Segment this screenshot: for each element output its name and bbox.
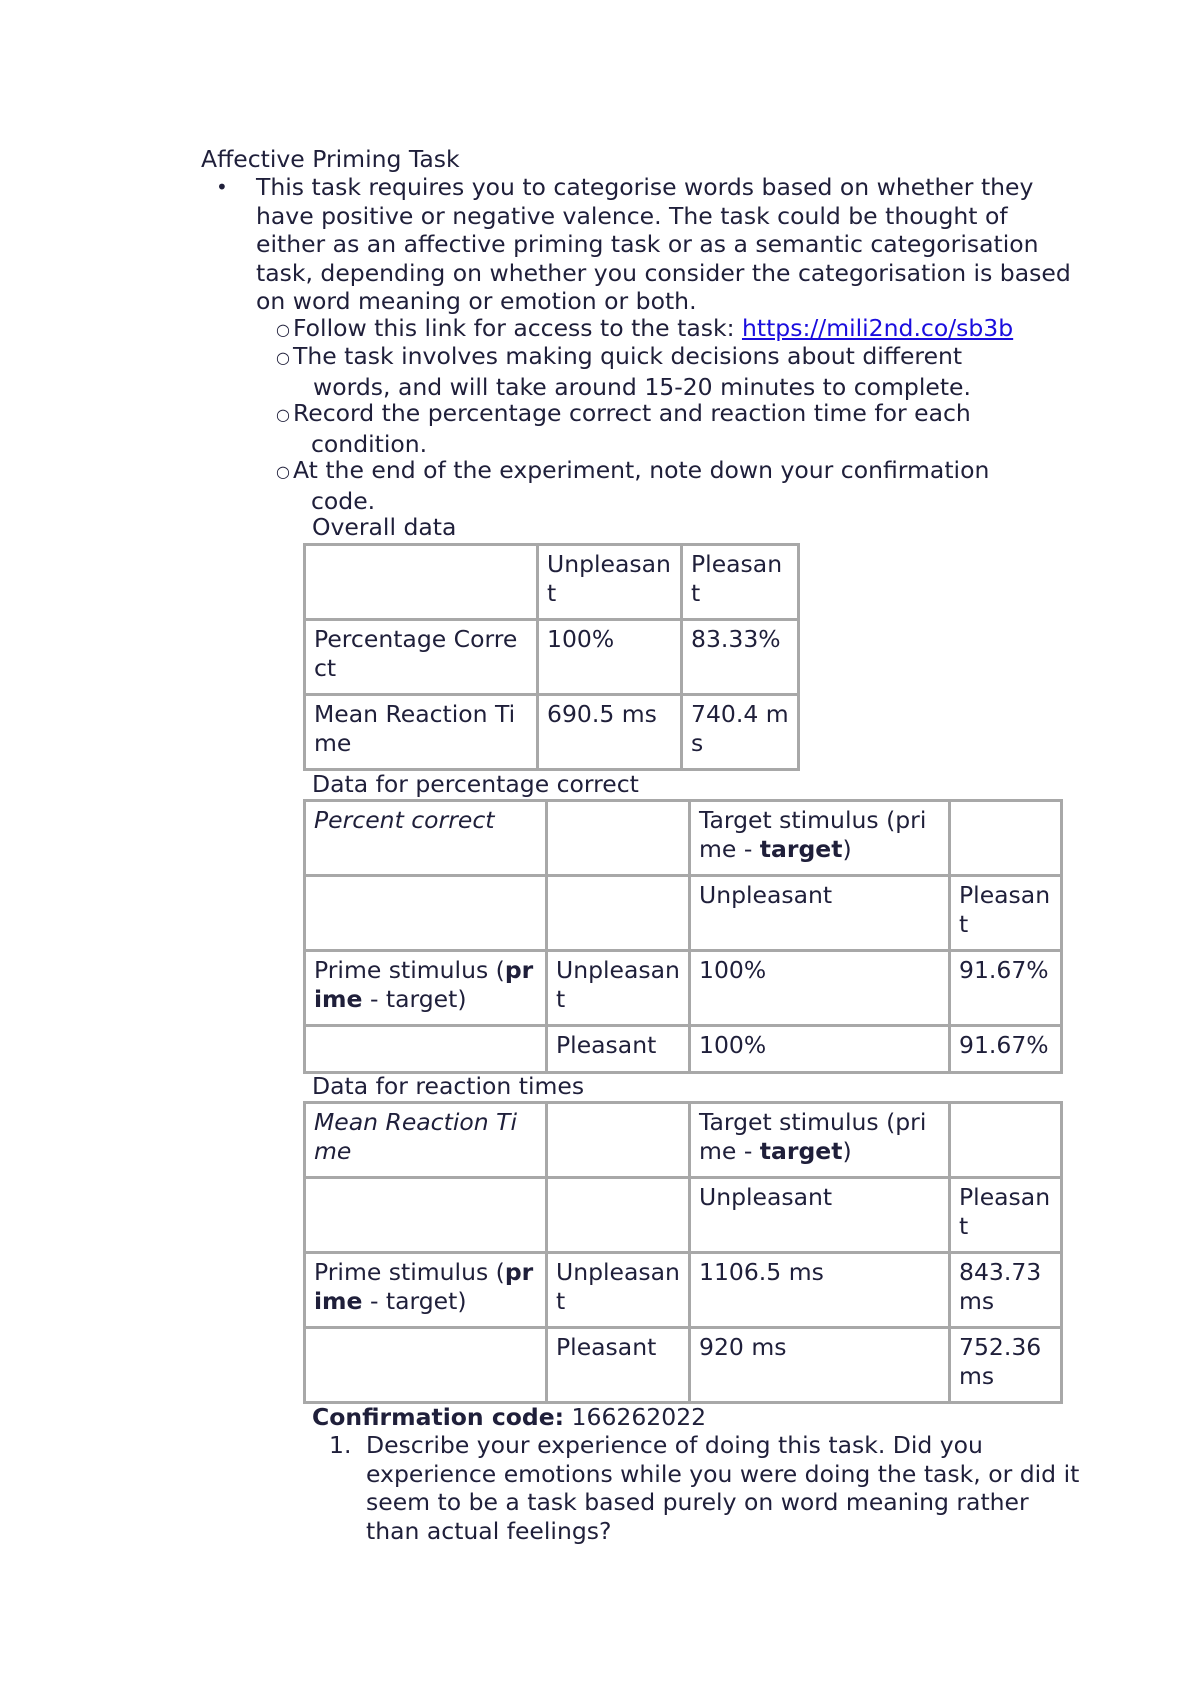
table-header-cell: Pleasant	[682, 545, 799, 620]
row-label-cell: Pleasant	[547, 1026, 690, 1073]
row-label-cell: Percentage Correct	[305, 620, 538, 695]
table-row	[305, 1103, 1062, 1178]
prime-stimulus-header: Prime stimulus (prime - target)	[305, 951, 547, 1026]
bullet-icon: •	[216, 175, 228, 199]
percentage-correct-caption: Data for percentage correct	[312, 770, 639, 798]
table-cell: 752.36 ms	[950, 1328, 1062, 1403]
question-text: Describe your experience of doing this task. Did you experience emotions while you were doing the task, or did it seem to be a task based purely on word meaning rather than actual feelings?	[366, 1431, 1080, 1545]
sub-item-quick-decisions: ○ The task involves making quick decisions about different words, and will take around 15-20 minutes to complete.	[276, 342, 971, 401]
table-cell: 740.4 ms	[682, 695, 799, 770]
table-cell	[547, 1103, 690, 1178]
link-prefix: Follow this link for access to the task:	[293, 314, 742, 342]
table-cell: 690.5 ms	[538, 695, 682, 770]
overall-data-table	[303, 543, 800, 771]
table-header-cell: Unpleasant	[690, 876, 950, 951]
table-row	[305, 1328, 1062, 1403]
table-header-cell: Unpleasant	[690, 1178, 950, 1253]
table-cell: 83.33%	[682, 620, 799, 695]
row-label-cell: Unpleasant	[547, 1253, 690, 1328]
circle-bullet-icon: ○	[276, 462, 290, 481]
table-cell	[305, 1328, 547, 1403]
table-cell	[950, 1103, 1062, 1178]
circle-bullet-icon: ○	[276, 405, 290, 424]
table-corner-cell: Percent correct	[305, 801, 547, 876]
circle-bullet-icon: ○	[276, 320, 290, 339]
overall-data-caption: Overall data	[312, 513, 457, 541]
table-row	[305, 1178, 1062, 1253]
confirmation-code	[312, 1403, 706, 1432]
table-cell	[950, 801, 1062, 876]
table-row	[305, 1026, 1062, 1073]
row-label-cell: Mean Reaction Time	[305, 695, 538, 770]
table-header-cell: Unpleasant	[538, 545, 682, 620]
sub-item-link	[276, 314, 1066, 345]
percentage-correct-table	[303, 799, 1063, 1074]
reaction-times-caption: Data for reaction times	[312, 1072, 585, 1100]
row-label-cell: Unpleasant	[547, 951, 690, 1026]
target-stimulus-header: Target stimulus (prime - target)	[690, 801, 950, 876]
table-row	[305, 545, 799, 620]
list-number: 1.	[329, 1431, 352, 1459]
table-row	[305, 951, 1062, 1026]
table-cell: 1106.5 ms	[690, 1253, 950, 1328]
table-row	[305, 695, 799, 770]
table-cell: 91.67%	[950, 1026, 1062, 1073]
table-cell: 920 ms	[690, 1328, 950, 1403]
table-row	[305, 876, 1062, 951]
prime-stimulus-header: Prime stimulus (prime - target)	[305, 1253, 547, 1328]
row-label-cell: Pleasant	[547, 1328, 690, 1403]
table-row	[305, 801, 1062, 876]
table-header-cell: Pleasant	[950, 876, 1062, 951]
table-cell: 100%	[690, 951, 950, 1026]
table-cell	[547, 1178, 690, 1253]
intro-paragraph: This task requires you to categorise words based on whether they have positive or negative valence. The task could be thought of either as an affective priming task or as a semantic categorisation task, depending on whether you consider the categorisation is based on word meaning or emotion or both.	[256, 173, 1071, 315]
table-cell	[305, 1026, 547, 1073]
table-row	[305, 1253, 1062, 1328]
circle-bullet-icon: ○	[276, 348, 290, 367]
table-cell	[547, 801, 690, 876]
sub-item-record: ○ Record the percentage correct and reaction time for each condition.	[276, 399, 971, 458]
table-row	[305, 620, 799, 695]
table-cell: 843.73 ms	[950, 1253, 1062, 1328]
table-cell: 100%	[538, 620, 682, 695]
document-title: Affective Priming Task	[201, 145, 460, 173]
sub-item-confirmation: ○ At the end of the experiment, note down your confirmation code.	[276, 456, 990, 515]
table-cell	[547, 876, 690, 951]
reaction-times-table	[303, 1101, 1063, 1404]
table-cell	[305, 1178, 547, 1253]
task-link[interactable]: https://mili2nd.co/sb3b	[741, 314, 1014, 342]
table-corner-cell: Mean Reaction Time	[305, 1103, 547, 1178]
target-stimulus-header: Target stimulus (prime - target)	[690, 1103, 950, 1178]
confirmation-label: Confirmation code:	[312, 1403, 565, 1431]
table-cell: 91.67%	[950, 951, 1062, 1026]
table-header-cell: Pleasant	[950, 1178, 1062, 1253]
table-cell: 100%	[690, 1026, 950, 1073]
table-cell	[305, 545, 538, 620]
confirmation-value: 166262022	[571, 1403, 707, 1431]
table-cell	[305, 876, 547, 951]
